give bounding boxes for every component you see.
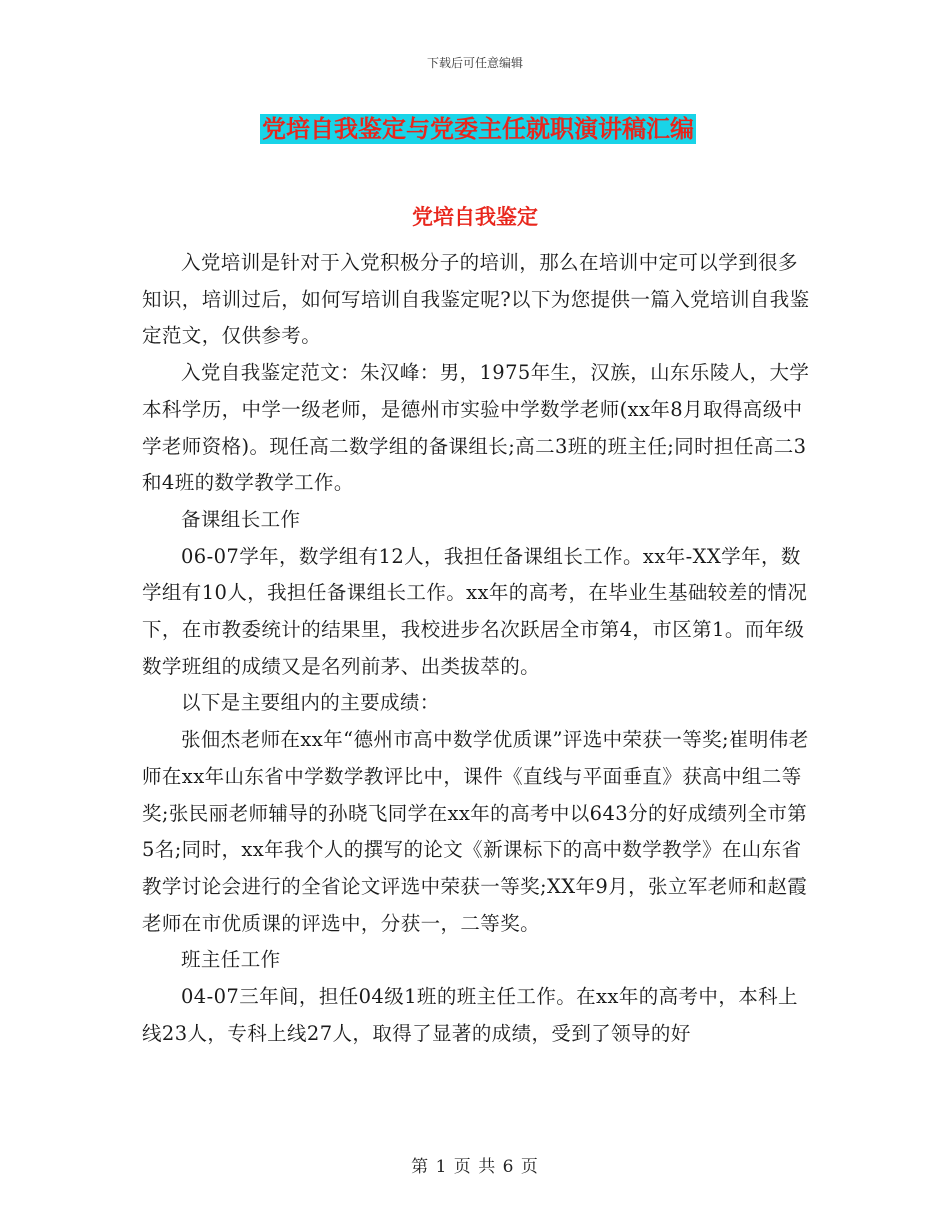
paragraph-profile: 入党自我鉴定范文：朱汉峰：男，1975年生，汉族，山东乐陵人，大学本科学历，中学一级老师，是德州市实验中学数学老师(xx年8月取得高级中学老师资格)。现任高二数学组的备课组长;高二3班的班主任;同时担任高二3和4班的数学教学工作。 <box>142 361 810 495</box>
subheading-class-teacher: 班主任工作 <box>181 948 281 972</box>
page-footer: 第 1 页 共 6 页 <box>411 1157 539 1177</box>
subheading-lesson-group-leader: 备课组长工作 <box>181 507 301 531</box>
paragraph-class-teacher-work: 04-07三年间，担任04级1班的班主任工作。在xx年的高考中，本科上线23人，专科上线27人，取得了显著的成绩，受到了领导的好 <box>142 985 798 1045</box>
document-title: 党培自我鉴定与党委主任就职演讲稿汇编 <box>262 115 694 143</box>
paragraph-intro: 入党培训是针对于入党积极分子的培训，那么在培训中定可以学到很多知识，培训过后，如何写培训自我鉴定呢?以下为您提供一篇入党培训自我鉴定范文，仅供参考。 <box>142 251 810 348</box>
paragraph-group-leader-work: 06-07学年，数学组有12人，我担任备课组长工作。xx年-XX学年，数学组有10人，我担任备课组长工作。xx年的高考，在毕业生基础较差的情况下，在市教委统计的结果里，我校进步名次跃居全市第4，市区第1。而年级数学班组的成绩又是名列前茅、出类拔萃的。 <box>142 544 808 678</box>
header-note: 下载后可任意编辑 <box>426 56 523 70</box>
paragraph-achievements: 张佃杰老师在xx年“德州市高中数学优质课”评选中荣获一等奖;崔明伟老师在xx年山东省中学数学教评比中，课件《直线与平面垂直》获高中组二等奖;张民丽老师辅导的孙晓飞同学在xx年的高考中以643分的好成绩列全市第5名;同时，xx年我个人的撰写的论文《新课标下的高中数学教学》在山东省教学讨论会进行的全省论文评选中荣获一等奖;XX年9月，张立军老师和赵霞老师在市优质课的评选中，分获一，二等奖。 <box>142 728 809 935</box>
document-body <box>142 245 812 1052</box>
paragraph-achievements-intro: 以下是主要组内的主要成绩： <box>181 691 440 715</box>
section-title: 党培自我鉴定 <box>412 205 538 229</box>
